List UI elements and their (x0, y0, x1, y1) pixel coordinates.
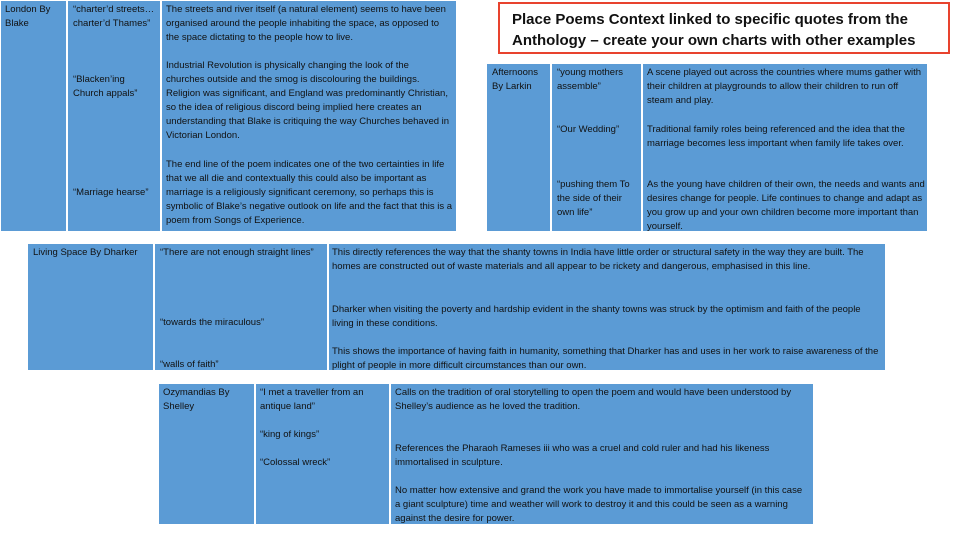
london-quote-2: “Blacken’ing Church appals” (73, 74, 138, 99)
ozymandias-quote-2: “king of kings” (260, 429, 320, 440)
living-space-note-2: Dharker when visiting the poverty and hardship evident in the shanty towns was struck by the optimism and faith of the people living in these conditions. (332, 304, 861, 329)
london-note-1: The streets and river itself (a natural element) seems to have been organised around the people inhabiting the space, as opposed to the space dictating to the people how to live. (166, 4, 446, 43)
living-space-poem-cell (27, 243, 154, 371)
ozymandias-note-2: References the Pharaoh Rameses iii who was a cruel and cold ruler and had his likeness immortalised in sculpture. (395, 443, 770, 468)
london-poem-cell (0, 0, 67, 232)
living-space-quotes-cell (154, 243, 328, 371)
title-box (498, 2, 950, 54)
living-space-note-1: This directly references the way that the shanty towns in India have little order or structural safety in the way they are built. The homes are constructed out of waste materials and all appear to be rickety and dangerous, emphasised in this line. (332, 247, 864, 272)
living-space-quote-2: “towards the miraculous” (160, 317, 265, 328)
ozymandias-poem: Ozymandias By Shelley (163, 387, 230, 412)
london-note-3: The end line of the poem indicates one of the two certainties in life that we all die and contextually this could also be important as marriage is a religiously significant ceremony, so perhaps this is symbolic of Blake’s negative outlook on life and the fact that this is a poem from Songs of Experience. (166, 159, 453, 226)
afternoons-quote-2: “Our Wedding” (557, 124, 620, 135)
living-space-quote-3: “walls of faith” (160, 359, 219, 370)
ozymandias-quote-1: “I met a traveller from an antique land” (260, 387, 364, 412)
afternoons-poem: Afternoons By Larkin (492, 67, 538, 92)
ozymandias-note-1: Calls on the tradition of oral storytelling to open the poem and would have been understood by Shelley’s audience as he loved the tradition. (395, 387, 792, 412)
living-space-poem: Living Space By Dharker (33, 247, 138, 258)
afternoons-quote-1: “young mothers assemble” (557, 67, 624, 92)
afternoons-quote-3: “pushing them To the side of their own life” (557, 179, 630, 218)
living-space-quote-1: “There are not enough straight lines” (160, 247, 314, 258)
london-quote-3: “Marriage hearse” (73, 187, 149, 198)
living-space-note-3: This shows the importance of having faith in humanity, something that Dharker has and uses in her work to raise awareness of the plight of people in more difficult circumstances than our own. (332, 346, 879, 371)
ozymandias-quote-3: “Colossal wreck” (260, 457, 331, 468)
afternoons-note-3: As the young have children of their own, the needs and wants and desires change for people. Life continues to change and adapt as you grow up and your own children become more important than yourself. (647, 179, 925, 232)
afternoons-note-1: A scene played out across the countries where mums gather with their children at playgrounds to allow their children to run off steam and play. (647, 67, 922, 106)
page-title: Place Poems Context linked to specific quotes from the Anthology – create your own charts with other examples (512, 11, 916, 49)
london-quote-1: “charter’d streets…charter’d Thames” (73, 4, 155, 29)
london-poem: London By Blake (5, 4, 51, 29)
london-note-2: Industrial Revolution is physically changing the look of the churches outside and the smog is discolouring the buildings. Religion was significant, and England was predominantly Christian, so the idea of religious discord being implied here creates an understanding that Blake is critiquing the way Churches behaved in Victorian London. (166, 60, 450, 141)
afternoons-note-2: Traditional family roles being referenced and the idea that the marriage becomes less important when family life takes over. (647, 124, 905, 149)
ozymandias-note-3: No matter how extensive and grand the work you have made to immortalise yourself (in this case a giant sculpture) time and weather will work to destroy it and this could be seen as a warning against the desire for power. (395, 485, 803, 524)
